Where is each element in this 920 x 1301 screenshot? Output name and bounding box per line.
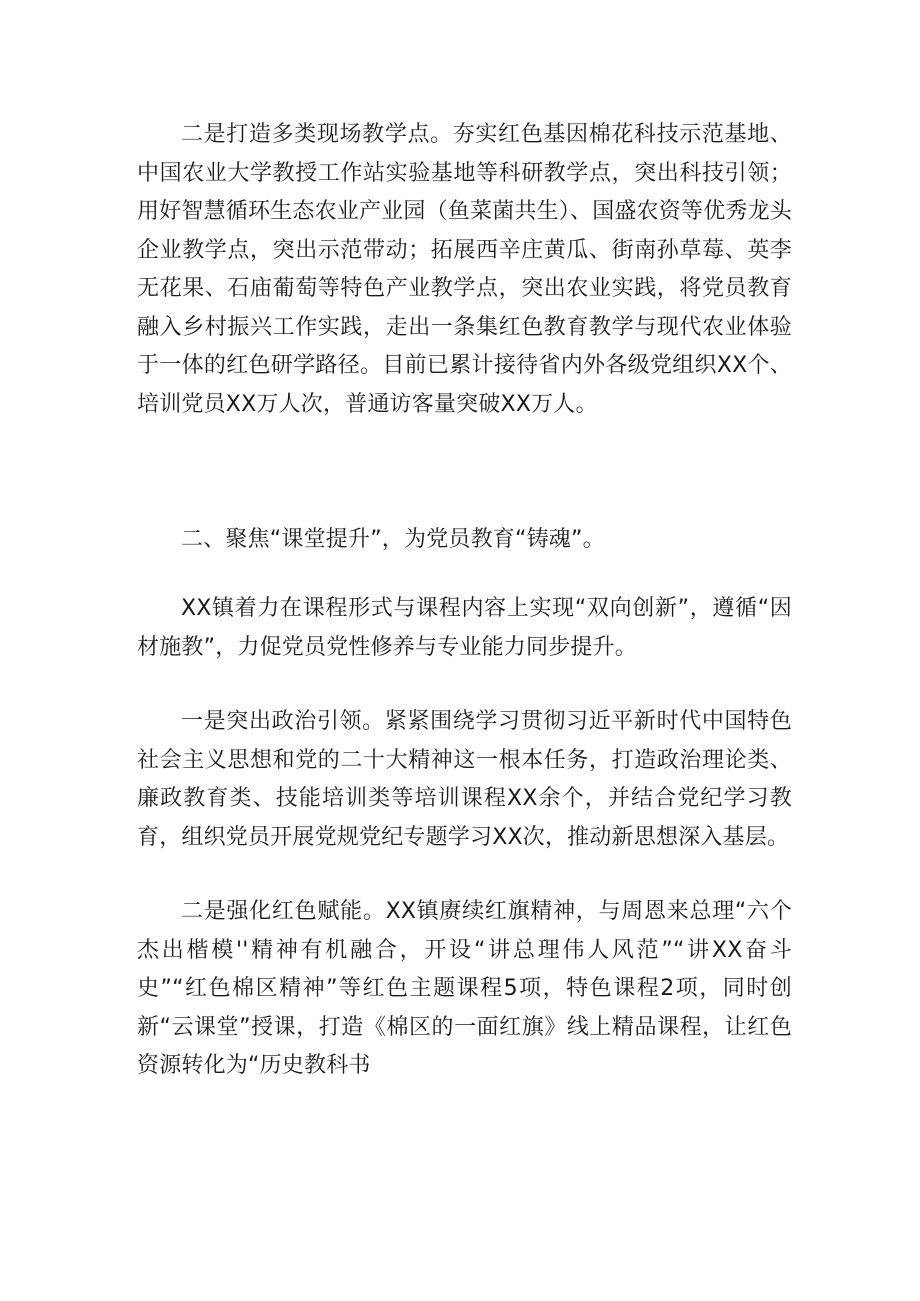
paragraph-red-empowerment: 二是强化红色赋能。XX镇赓续红旗精神，与周恩来总理“六个杰出楷模''精神有机融合，开设“讲总理伟人风范”“讲XX奋斗史”“红色棉区精神”等红色主题课程5项，特色课程2项，同时创新“云课堂”授课，打造《棉区的一面红旗》线上精品课程，让红色资源转化为“历史教科书 bbox=[137, 899, 792, 1078]
paragraph-dual-innovation: XX镇着力在课程形式与课程内容上实现“双向创新”，遵循“因材施教”，力促党员党性修养与专业能力同步提升。 bbox=[137, 596, 792, 660]
paragraph-teaching-sites: 二是打造多类现场教学点。夯实红色基因棉花科技示范基地、中国农业大学教授工作站实验基地等科研教学点，突出科技引领；用好智慧循环生态农业产业园（鱼菜菌共生）、国盛农资等优秀龙头企业教学点，突出示范带动；拓展西辛庄黄瓜、街南孙草莓、英李无花果、石庙葡萄等特色产业教学点，突出农业实践，将党员教育融入乡村振兴工作实践，走出一条集红色教育教学与现代农业体验于一体的红色研学路径。目前已累计接待省内外各级党组织XX个、培训党员XX万人次，普通访客量突破XX万人。 bbox=[137, 122, 793, 417]
paragraph-political-guidance: 一是突出政治引领。紧紧围绕学习贯彻习近平新时代中国特色社会主义思想和党的二十大精神这一根本任务，打造政治理论类、廉政教育类、技能培训类等培训课程XX余个，并结合党纪学习教育，组织党员开展党规党纪专题学习XX次，推动新思想深入基层。 bbox=[137, 709, 792, 850]
section-heading-classroom: 二、聚焦“课堂提升”，为党员教育“铸魂”。 bbox=[181, 527, 605, 552]
